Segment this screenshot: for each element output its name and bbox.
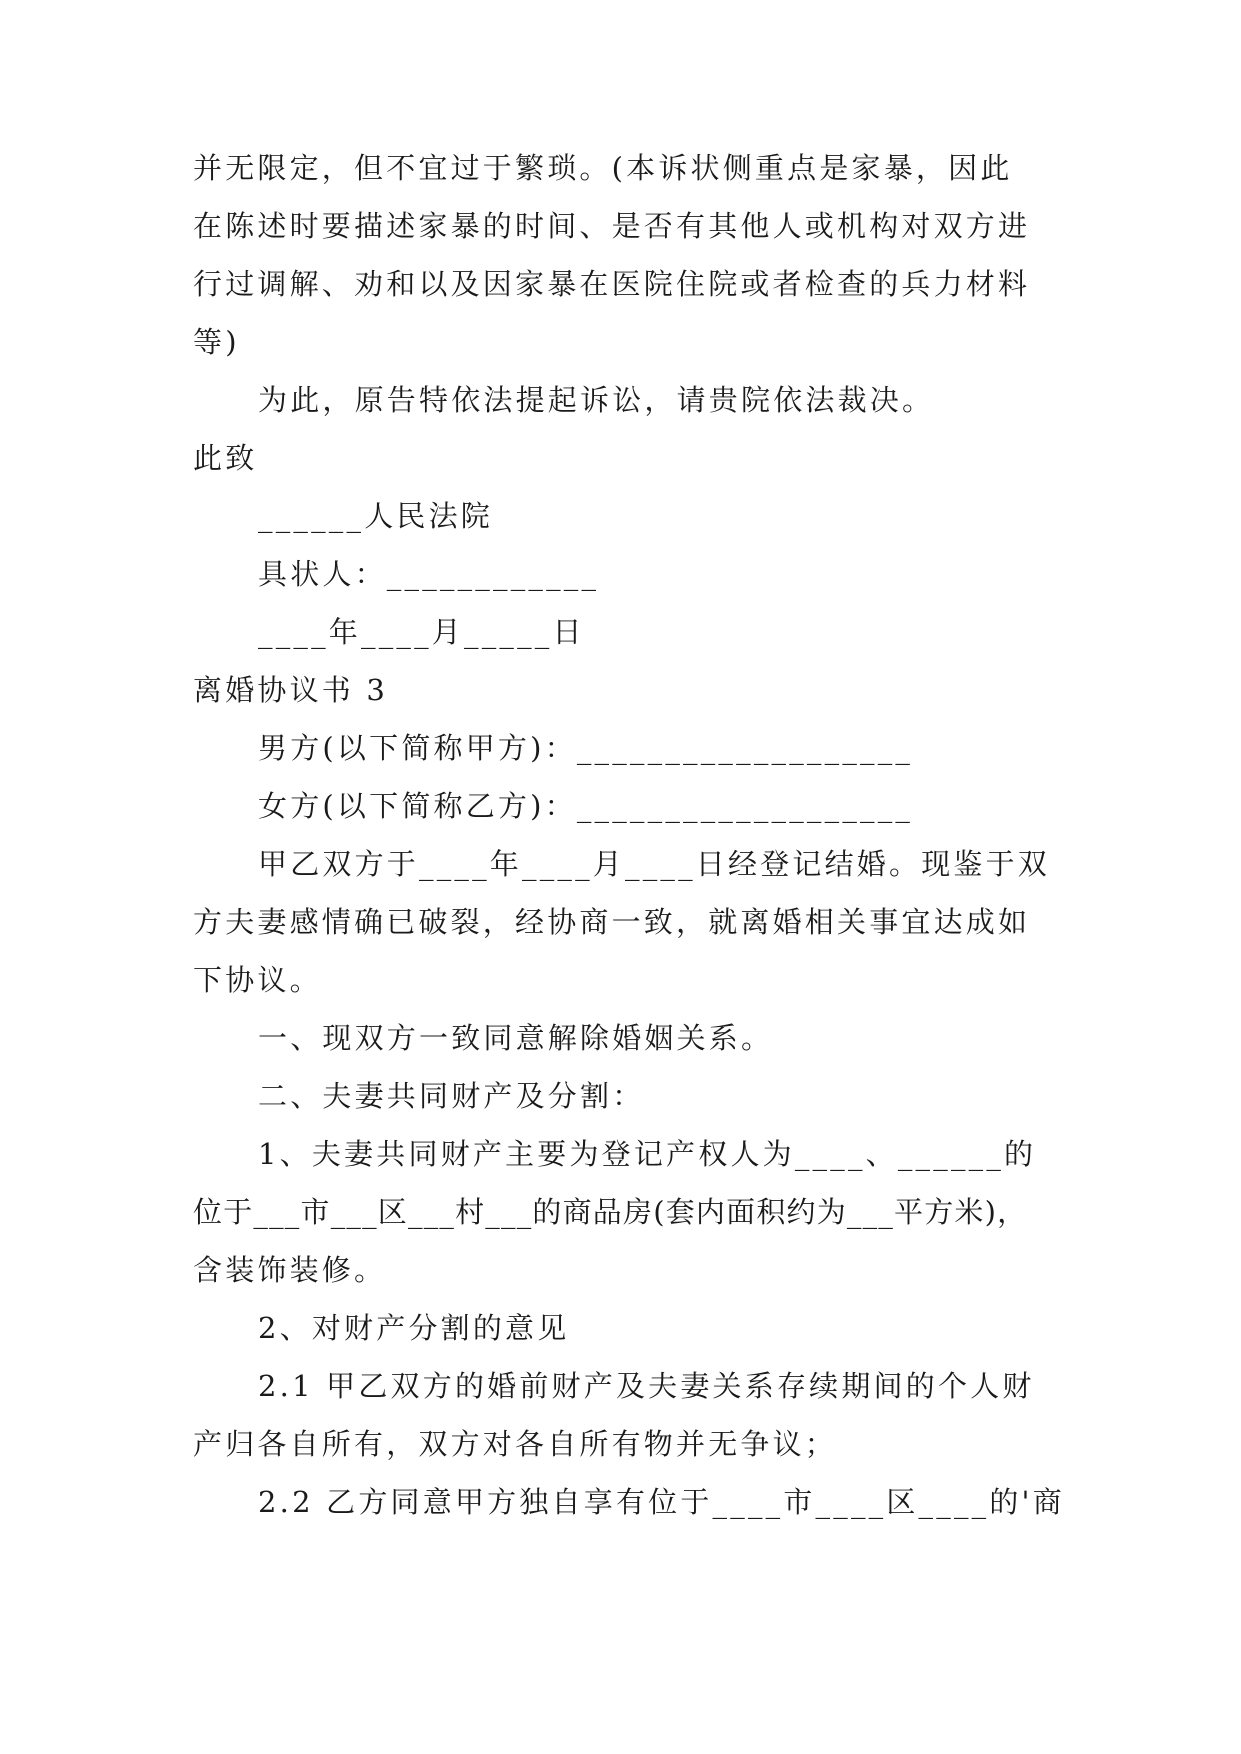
- text-line-7: ______人民法院: [258, 499, 494, 533]
- text-line-22: 2.1 甲乙双方的婚前财产及夫妻关系存续期间的个人财: [258, 1369, 1035, 1403]
- text-line-15: 下协议。: [193, 963, 322, 997]
- text-line-11: 男方(以下简称甲方)：___________________: [258, 731, 914, 765]
- text-line-13: 甲乙双方于____年____月____日经登记结婚。现鉴于双: [258, 847, 1051, 881]
- text-line-3: 行过调解、劝和以及因家暴在医院住院或者检查的兵力材料: [193, 267, 1031, 301]
- text-line-17: 二、夫妻共同财产及分割：: [258, 1079, 645, 1113]
- text-line-19: 位于___市___区___村___的商品房(套内面积约为___平方米)，: [193, 1195, 1028, 1229]
- text-line-12: 女方(以下简称乙方)：___________________: [258, 789, 914, 823]
- text-line-4: 等): [193, 325, 240, 359]
- text-line-9: ____年____月_____日: [258, 615, 585, 649]
- text-line-20: 含装饰装修。: [193, 1253, 387, 1287]
- text-line-1: 并无限定，但不宜过于繁琐。(本诉状侧重点是家暴，因此: [193, 151, 1013, 185]
- text-line-8: 具状人：____________: [258, 557, 600, 591]
- text-line-14: 方夫妻感情确已破裂，经协商一致，就离婚相关事宜达成如: [193, 905, 1031, 939]
- text-line-18: 1、夫妻共同财产主要为登记产权人为____、______的: [258, 1137, 1037, 1171]
- text-line-6: 此致: [193, 441, 258, 475]
- text-line-5: 为此，原告特依法提起诉讼，请贵院依法裁决。: [258, 383, 935, 417]
- text-line-21: 2、对财产分割的意见: [258, 1311, 570, 1345]
- text-line-2: 在陈述时要描述家暴的时间、是否有其他人或机构对双方进: [193, 209, 1031, 243]
- section-heading: 离婚协议书 3: [193, 673, 389, 707]
- text-line-16: 一、现双方一致同意解除婚姻关系。: [258, 1021, 774, 1055]
- text-line-23: 产归各自所有，双方对各自所有物并无争议；: [193, 1427, 838, 1461]
- text-line-24: 2.2 乙方同意甲方独自享有位于____市____区____的'商: [258, 1485, 1065, 1519]
